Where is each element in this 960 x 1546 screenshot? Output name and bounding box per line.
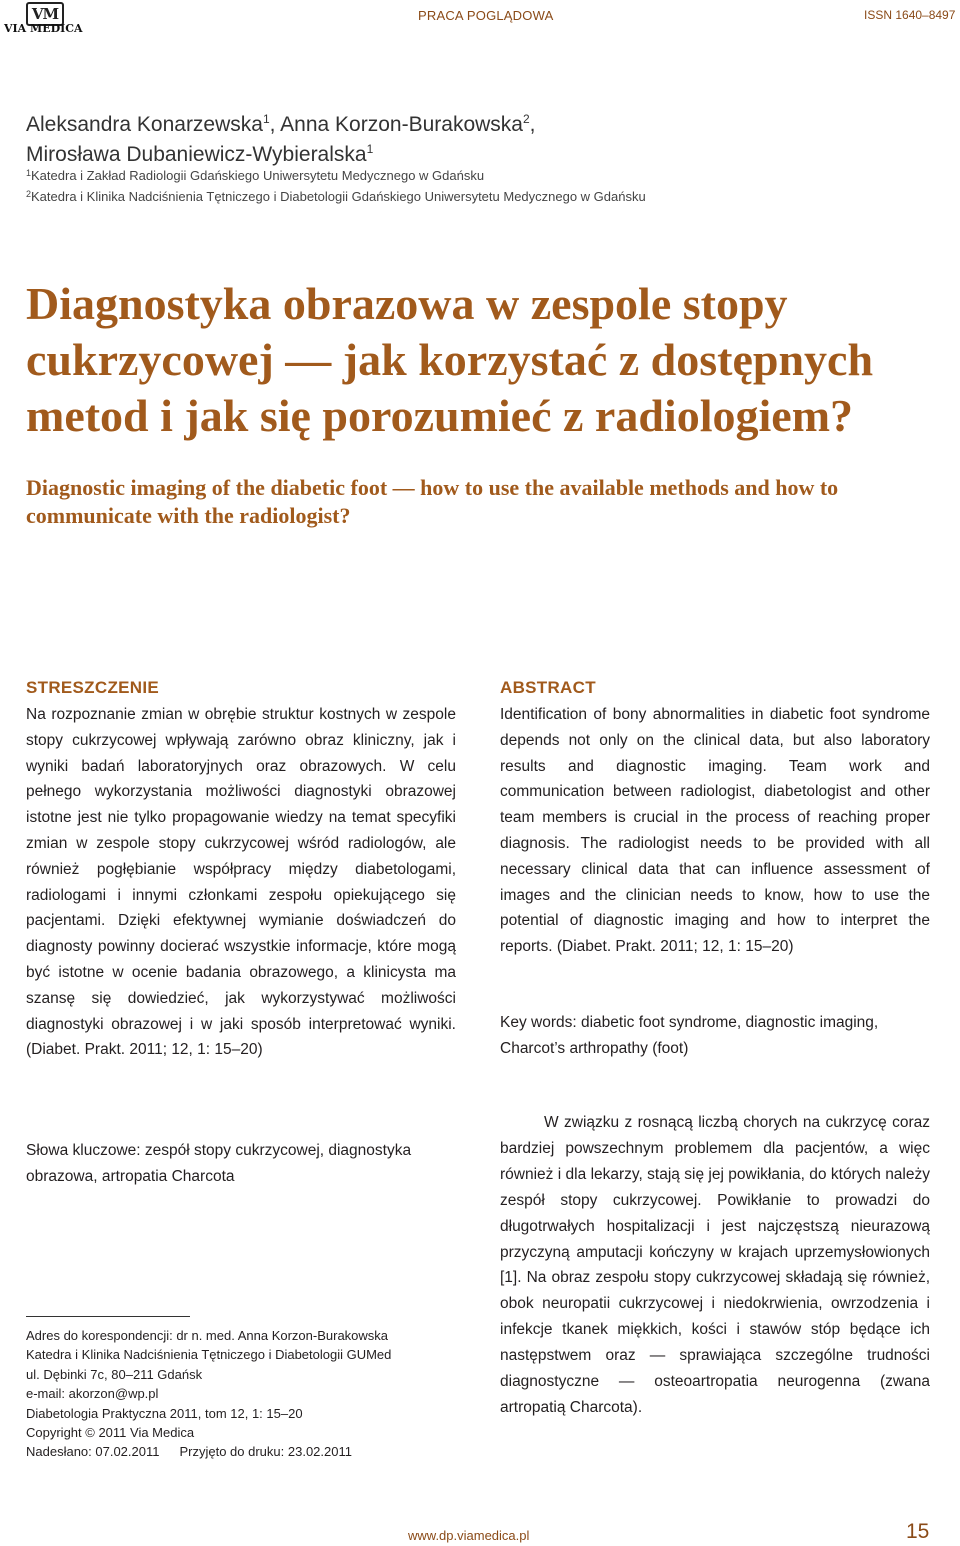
correspondence-divider <box>26 1316 190 1317</box>
author-1-sup: 1 <box>262 112 270 126</box>
abstract-heading: ABSTRACT <box>500 678 596 697</box>
page-number: 15 <box>906 1520 930 1543</box>
affiliation-text: Katedra i Zakład Radiologii Gdańskiego Uniwersytetu Medycznego w Gdańsku <box>31 168 485 183</box>
keywords-polish: Słowa kluczowe: zespół stopy cukrzycowej, diagnostyka obrazowa, artropatia Charcota <box>26 1142 412 1185</box>
issn: ISSN 1640–8497 <box>864 8 956 22</box>
article-type: PRACA POGLĄDOWA <box>418 8 554 23</box>
dates-line <box>26 1442 466 1461</box>
affiliation <box>26 185 926 206</box>
author-2: Anna Korzon-Burakowska <box>280 113 523 136</box>
publisher-logo <box>4 2 83 36</box>
logo-name: VIA MEDICA <box>4 22 83 35</box>
sent-date: Nadesłano: 07.02.2011 <box>26 1444 160 1460</box>
author-3-sup: 1 <box>366 142 374 156</box>
footer-url[interactable]: www.dp.viamedica.pl <box>408 1528 530 1543</box>
logo-mark: VM <box>26 2 64 26</box>
abstract-section <box>500 676 930 960</box>
streszczenie-body: Na rozpoznanie zmian w obrębie struktur kostnych w zespole stopy cukrzycowej wpływają zarówno obraz kliniczny, jak i wyniki badań laboratoryjnych oraz obrazowych. W celu pełnego wykorzystania możliwości diagnostyki obrazowej istotne jest nie tylko propagowanie wiedzy na temat specyfiki zmian w zespole stopy cukrzycowej wśród radiologów, ale również pogłębianie współpracy między diabetologami, radiologami i innymi członkami zespołu opiekującego się pacjentami. Dzięki efektywnej wymianie doświadczeń do diagnosty powinny docierać wszystkie informacje, które mogą być istotne w ocenie badania obrazowego, a klinicysta ma szansę się dowiedzieć, jak wykorzystywać możliwości diagnostyki obrazowej i w jaki sposób interpretować wyniki. (Diabet. Prakt. 2011; 12, 1: 15–20) <box>26 706 456 1059</box>
copyright: Copyright © 2011 Via Medica <box>26 1425 195 1441</box>
author-1: Aleksandra Konarzewska <box>26 113 263 136</box>
author-separator: , <box>529 113 536 136</box>
streszczenie-section <box>26 676 456 1063</box>
correspondence-block <box>26 1326 466 1462</box>
affiliations <box>26 164 926 206</box>
accepted-date: Przyjęto do druku: 23.02.2011 <box>179 1444 352 1460</box>
affiliation-sup: 2 <box>26 189 32 199</box>
correspondence-address-line: Adres do korespondencji: dr n. med. Anna Korzon-Burakowska <box>26 1328 389 1343</box>
keywords-english: Key words: diabetic foot syndrome, diagnostic imaging, Charcot’s arthropathy (foot) <box>500 1014 879 1057</box>
affiliation-sup: 1 <box>26 168 32 178</box>
title-english: Diagnostic imaging of the diabetic foot — how to use the available methods and how to communicate with the radiologist? <box>26 475 839 528</box>
abstract-body: Identification of bony abnormalities in diabetic foot syndrome depends not only on the clinical data, but also laboratory results and diagnostic imaging. Team work and communication between radiologist, diabetologist and other team members is crucial in the process of reaching proper diagnosis. The radiologist needs to be provided with all necessary clinical data that can influence assessment of images and the clinician needs to know, how to use the potential of diagnostic imaging and how to interpret the reports. (Diabet. Prakt. 2011; 12, 1: 15–20) <box>500 706 930 956</box>
author-2-sup: 2 <box>522 112 530 126</box>
journal-citation: Diabetologia Praktyczna 2011, tom 12, 1: 15–20 <box>26 1405 303 1421</box>
authors <box>26 107 926 167</box>
author-3: Mirosława Dubaniewicz-Wybieralska <box>26 143 367 166</box>
author-separator: , <box>269 113 281 136</box>
title-polish: Diagnostyka obrazowa w zespole stopy cukrzycowej — jak korzystać z dostępnych metod i jak się porozumieć z radiologiem? <box>26 278 874 441</box>
correspondence-street: ul. Dębinki 7c, 80–211 Gdańsk <box>26 1366 203 1382</box>
affiliation <box>26 164 926 185</box>
streszczenie-heading: STRESZCZENIE <box>26 678 160 697</box>
affiliation-text: Katedra i Klinika Nadciśnienia Tętniczego i Diabetologii Gdańskiego Uniwersytetu Medycznego w Gdańsku <box>31 189 646 204</box>
intro-paragraph: W związku z rosnącą liczbą chorych na cukrzycę coraz bardziej powszechnym problemem dla pacjentów, a więc również i dla lekarzy, stają się jej powikłania, do których należy zespół stopy cukrzycowej. Powikłanie to prowadzi do długotrwałych hospitalizacji i jest najczęstszą nieurazową przyczyną amputacji kończyny w krajach uprzemysłowionych [1]. Na obraz zespołu stopy cukrzycowej składają się również, obok neuropatii cukrzycowej i niedokrwienia, owrzodzenia i infekcje tkanek miękkich, kości i stawów stóp będące ich następstwem oraz — sprawiająca szczególne trudności diagnostyczne — osteoartropatia neurogenna (zwana artropatią Charcota). <box>500 1114 930 1416</box>
correspondence-department: Katedra i Klinika Nadciśnienia Tętniczego i Diabetologii GUMed <box>26 1347 392 1363</box>
correspondence-email[interactable]: e-mail: akorzon@wp.pl <box>26 1386 159 1402</box>
